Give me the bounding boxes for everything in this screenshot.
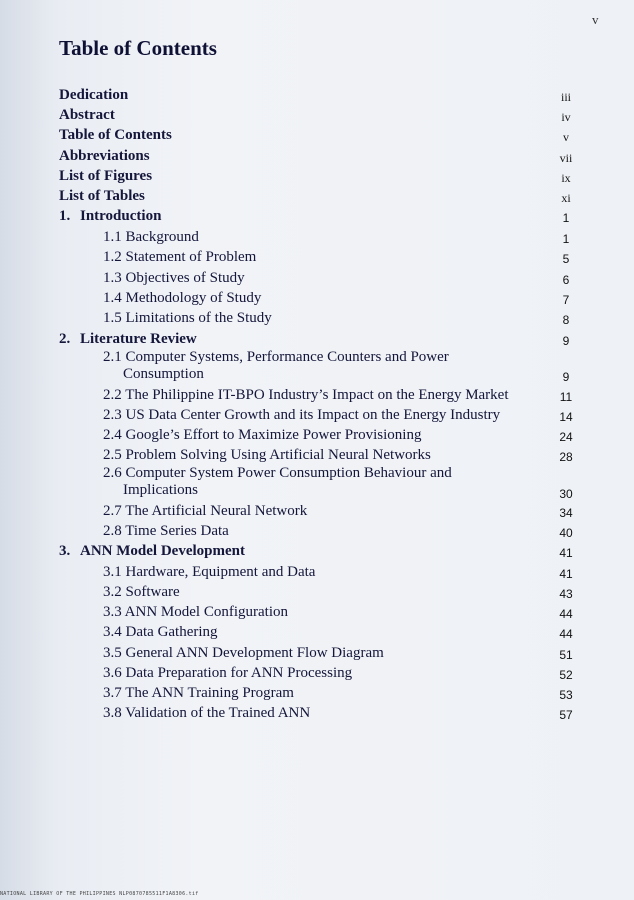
toc-entry-page: 41 xyxy=(559,567,573,581)
page-number: v xyxy=(592,12,599,27)
toc-entry-page: iii xyxy=(560,90,571,104)
toc-chapter-label xyxy=(59,208,161,225)
toc-entry-page: ix xyxy=(561,171,571,185)
toc-entry-page: 52 xyxy=(559,668,573,682)
toc-entry-label: 1.3 Objectives of Study xyxy=(103,270,245,286)
toc-entry-label: Abstract xyxy=(59,107,115,123)
toc-entry-label: List of Figures xyxy=(59,168,153,184)
toc-entry-page: 11 xyxy=(559,390,573,404)
toc-entry-label xyxy=(103,465,452,499)
toc-chapter-label xyxy=(59,331,197,348)
toc-entry-page: 14 xyxy=(559,410,573,424)
toc-entry-label: 3.7 The ANN Training Program xyxy=(103,685,294,701)
toc-entry-label: 2.5 Problem Solving Using Artificial Neural Networks xyxy=(103,447,431,463)
toc-entry-page: 1 xyxy=(562,232,570,246)
toc-entry-label: 3.4 Data Gathering xyxy=(103,624,218,640)
toc-entry-label: 2.8 Time Series Data xyxy=(103,523,229,539)
toc-entry-label: 1.4 Methodology of Study xyxy=(103,290,262,306)
toc-entry-label: 1.2 Statement of Problem xyxy=(103,249,257,265)
toc-entry-page: 24 xyxy=(559,430,573,444)
toc-entry-label: 3.3 ANN Model Configuration xyxy=(103,604,288,620)
page-title: Table of Contents xyxy=(59,36,217,60)
toc-entry-label: 2.4 Google’s Effort to Maximize Power Provisioning xyxy=(103,427,422,443)
toc-entry-page: vii xyxy=(559,151,573,165)
toc-entry-page: 9 xyxy=(562,334,570,348)
toc-entry-page: 7 xyxy=(562,293,570,307)
toc-entry-label: 2.7 The Artificial Neural Network xyxy=(103,503,308,519)
toc-entry-label: 2.3 US Data Center Growth and its Impact on the Energy Industry xyxy=(103,407,501,423)
toc-entry-label-line-2: Consumption xyxy=(123,366,204,382)
toc-entry-label-line-2: Implications xyxy=(123,482,198,498)
toc-entry-page: 40 xyxy=(559,526,573,540)
toc-entry-label: 3.8 Validation of the Trained ANN xyxy=(103,705,311,721)
toc-entry-page: iv xyxy=(561,110,571,124)
library-scan-stamp: NATIONAL LIBRARY OF THE PHILIPPINES NLP0870785511F1A8306.tif xyxy=(0,891,199,897)
toc-chapter-label xyxy=(59,543,245,560)
toc-entry-page: 1 xyxy=(562,211,570,225)
toc-entry-page: 53 xyxy=(559,688,573,702)
toc-entry-page: v xyxy=(563,130,569,144)
toc-entry-page: 6 xyxy=(562,273,570,287)
toc-entry-label-line-1: 2.6 Computer System Power Consumption Behaviour and xyxy=(103,465,452,481)
toc-entry-label: 3.5 General ANN Development Flow Diagram xyxy=(103,645,384,661)
toc-entry-label: Abbreviations xyxy=(59,148,150,164)
toc-entry-label: Dedication xyxy=(59,87,129,103)
toc-entry-page: 34 xyxy=(559,506,573,520)
toc-entry-label: 3.6 Data Preparation for ANN Processing xyxy=(103,665,353,681)
toc-entry-page: 5 xyxy=(562,252,570,266)
toc-entry-page: 41 xyxy=(559,546,573,560)
toc-entry-label: List of Tables xyxy=(59,188,145,204)
toc-entry-label: 2.2 The Philippine IT-BPO Industry’s Impact on the Energy Market xyxy=(103,387,509,403)
toc-entry-page: xi xyxy=(561,191,571,205)
chapter-number: 3. xyxy=(59,543,71,559)
toc-entry-page: 51 xyxy=(559,648,573,662)
toc-entry-page: 43 xyxy=(559,587,573,601)
toc-entry-label: 1.1 Background xyxy=(103,229,199,245)
toc-entry-page: 44 xyxy=(559,607,573,621)
chapter-number: 2. xyxy=(59,331,71,347)
toc-entry-page: 44 xyxy=(559,627,573,641)
toc-entry-label: 3.2 Software xyxy=(103,584,180,600)
chapter-title: ANN Model Development xyxy=(80,543,245,559)
toc-entry-page: 28 xyxy=(559,450,573,464)
chapter-title: Literature Review xyxy=(80,331,197,347)
toc-entry-page: 30 xyxy=(559,487,573,501)
chapter-number: 1. xyxy=(59,208,71,224)
toc-entry-label: Table of Contents xyxy=(59,127,172,143)
toc-entry-label: 3.1 Hardware, Equipment and Data xyxy=(103,564,316,580)
toc-entry-page: 9 xyxy=(562,370,570,384)
toc-entry-page: 57 xyxy=(559,708,573,722)
toc-entry-label xyxy=(103,349,449,383)
chapter-title: Introduction xyxy=(80,208,162,224)
toc-entry-page: 8 xyxy=(562,313,570,327)
toc-entry-label: 1.5 Limitations of the Study xyxy=(103,310,272,326)
toc-entry-label-line-1: 2.1 Computer Systems, Performance Counters and Power xyxy=(103,349,449,365)
